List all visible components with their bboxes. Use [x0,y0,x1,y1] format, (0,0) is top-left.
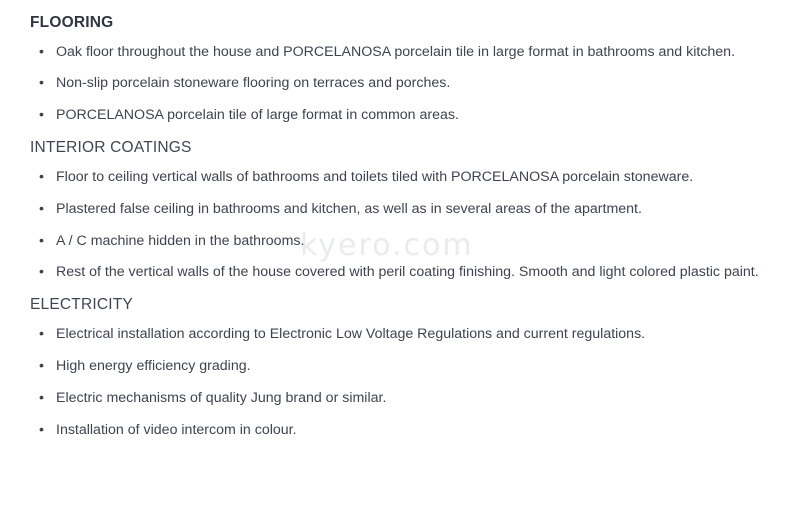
list-item [30,200,770,219]
list-item-text: PORCELANOSA porcelain tile of large format in common areas. [56,107,459,124]
list-item-text: Electric mechanisms of quality Jung brand or similar. [56,389,387,406]
section-electricity [30,296,770,439]
section-flooring [30,14,770,125]
list-item-text: A / C machine hidden in the bathrooms. [56,232,305,249]
bullet-icon: • [39,43,44,60]
bullet-icon: • [39,107,44,124]
bullet-icon: • [39,200,44,217]
list-item [30,168,770,187]
section-heading: ELECTRICITY [30,296,133,314]
list-item [30,421,770,440]
list-item-text: Oak floor throughout the house and PORCELANOSA porcelain tile in large format in bathrooms and kitchen. [56,43,736,60]
bullet-list [30,325,770,440]
bullet-icon: • [39,357,44,374]
bullet-icon: • [39,75,44,92]
bullet-icon: • [39,232,44,249]
list-item [30,43,770,62]
section-heading: INTERIOR COATINGS [30,139,192,157]
list-item-text: Non-slip porcelain stoneware flooring on terraces and porches. [56,75,451,92]
list-item [30,389,770,408]
bullet-icon: • [39,168,44,185]
list-item-text: Installation of video intercom in colour. [56,421,297,438]
bullet-list [30,168,770,283]
bullet-icon: • [39,264,44,281]
list-item [30,263,770,282]
list-item [30,74,770,93]
bullet-icon: • [39,389,44,406]
list-item-text: Floor to ceiling vertical walls of bathrooms and toilets tiled with PORCELANOSA porcelain stoneware. [56,168,694,185]
list-item [30,232,770,251]
list-item-text: Electrical installation according to Electronic Low Voltage Regulations and current regulations. [56,325,646,342]
list-item-text: High energy efficiency grading. [56,357,251,374]
list-item [30,106,770,125]
bullet-icon: • [39,421,44,438]
bullet-list [30,43,770,126]
section-interior-coatings [30,139,770,282]
list-item-text: Plastered false ceiling in bathrooms and kitchen, as well as in several areas of the apartment. [56,200,642,217]
watermark: kyero.com [300,228,474,263]
list-item [30,357,770,376]
section-heading: FLOORING [30,14,114,31]
list-item-text: Rest of the vertical walls of the house covered with peril coating finishing. Smooth and light colored plastic paint. [56,264,759,281]
bullet-icon: • [39,325,44,342]
list-item [30,325,770,344]
